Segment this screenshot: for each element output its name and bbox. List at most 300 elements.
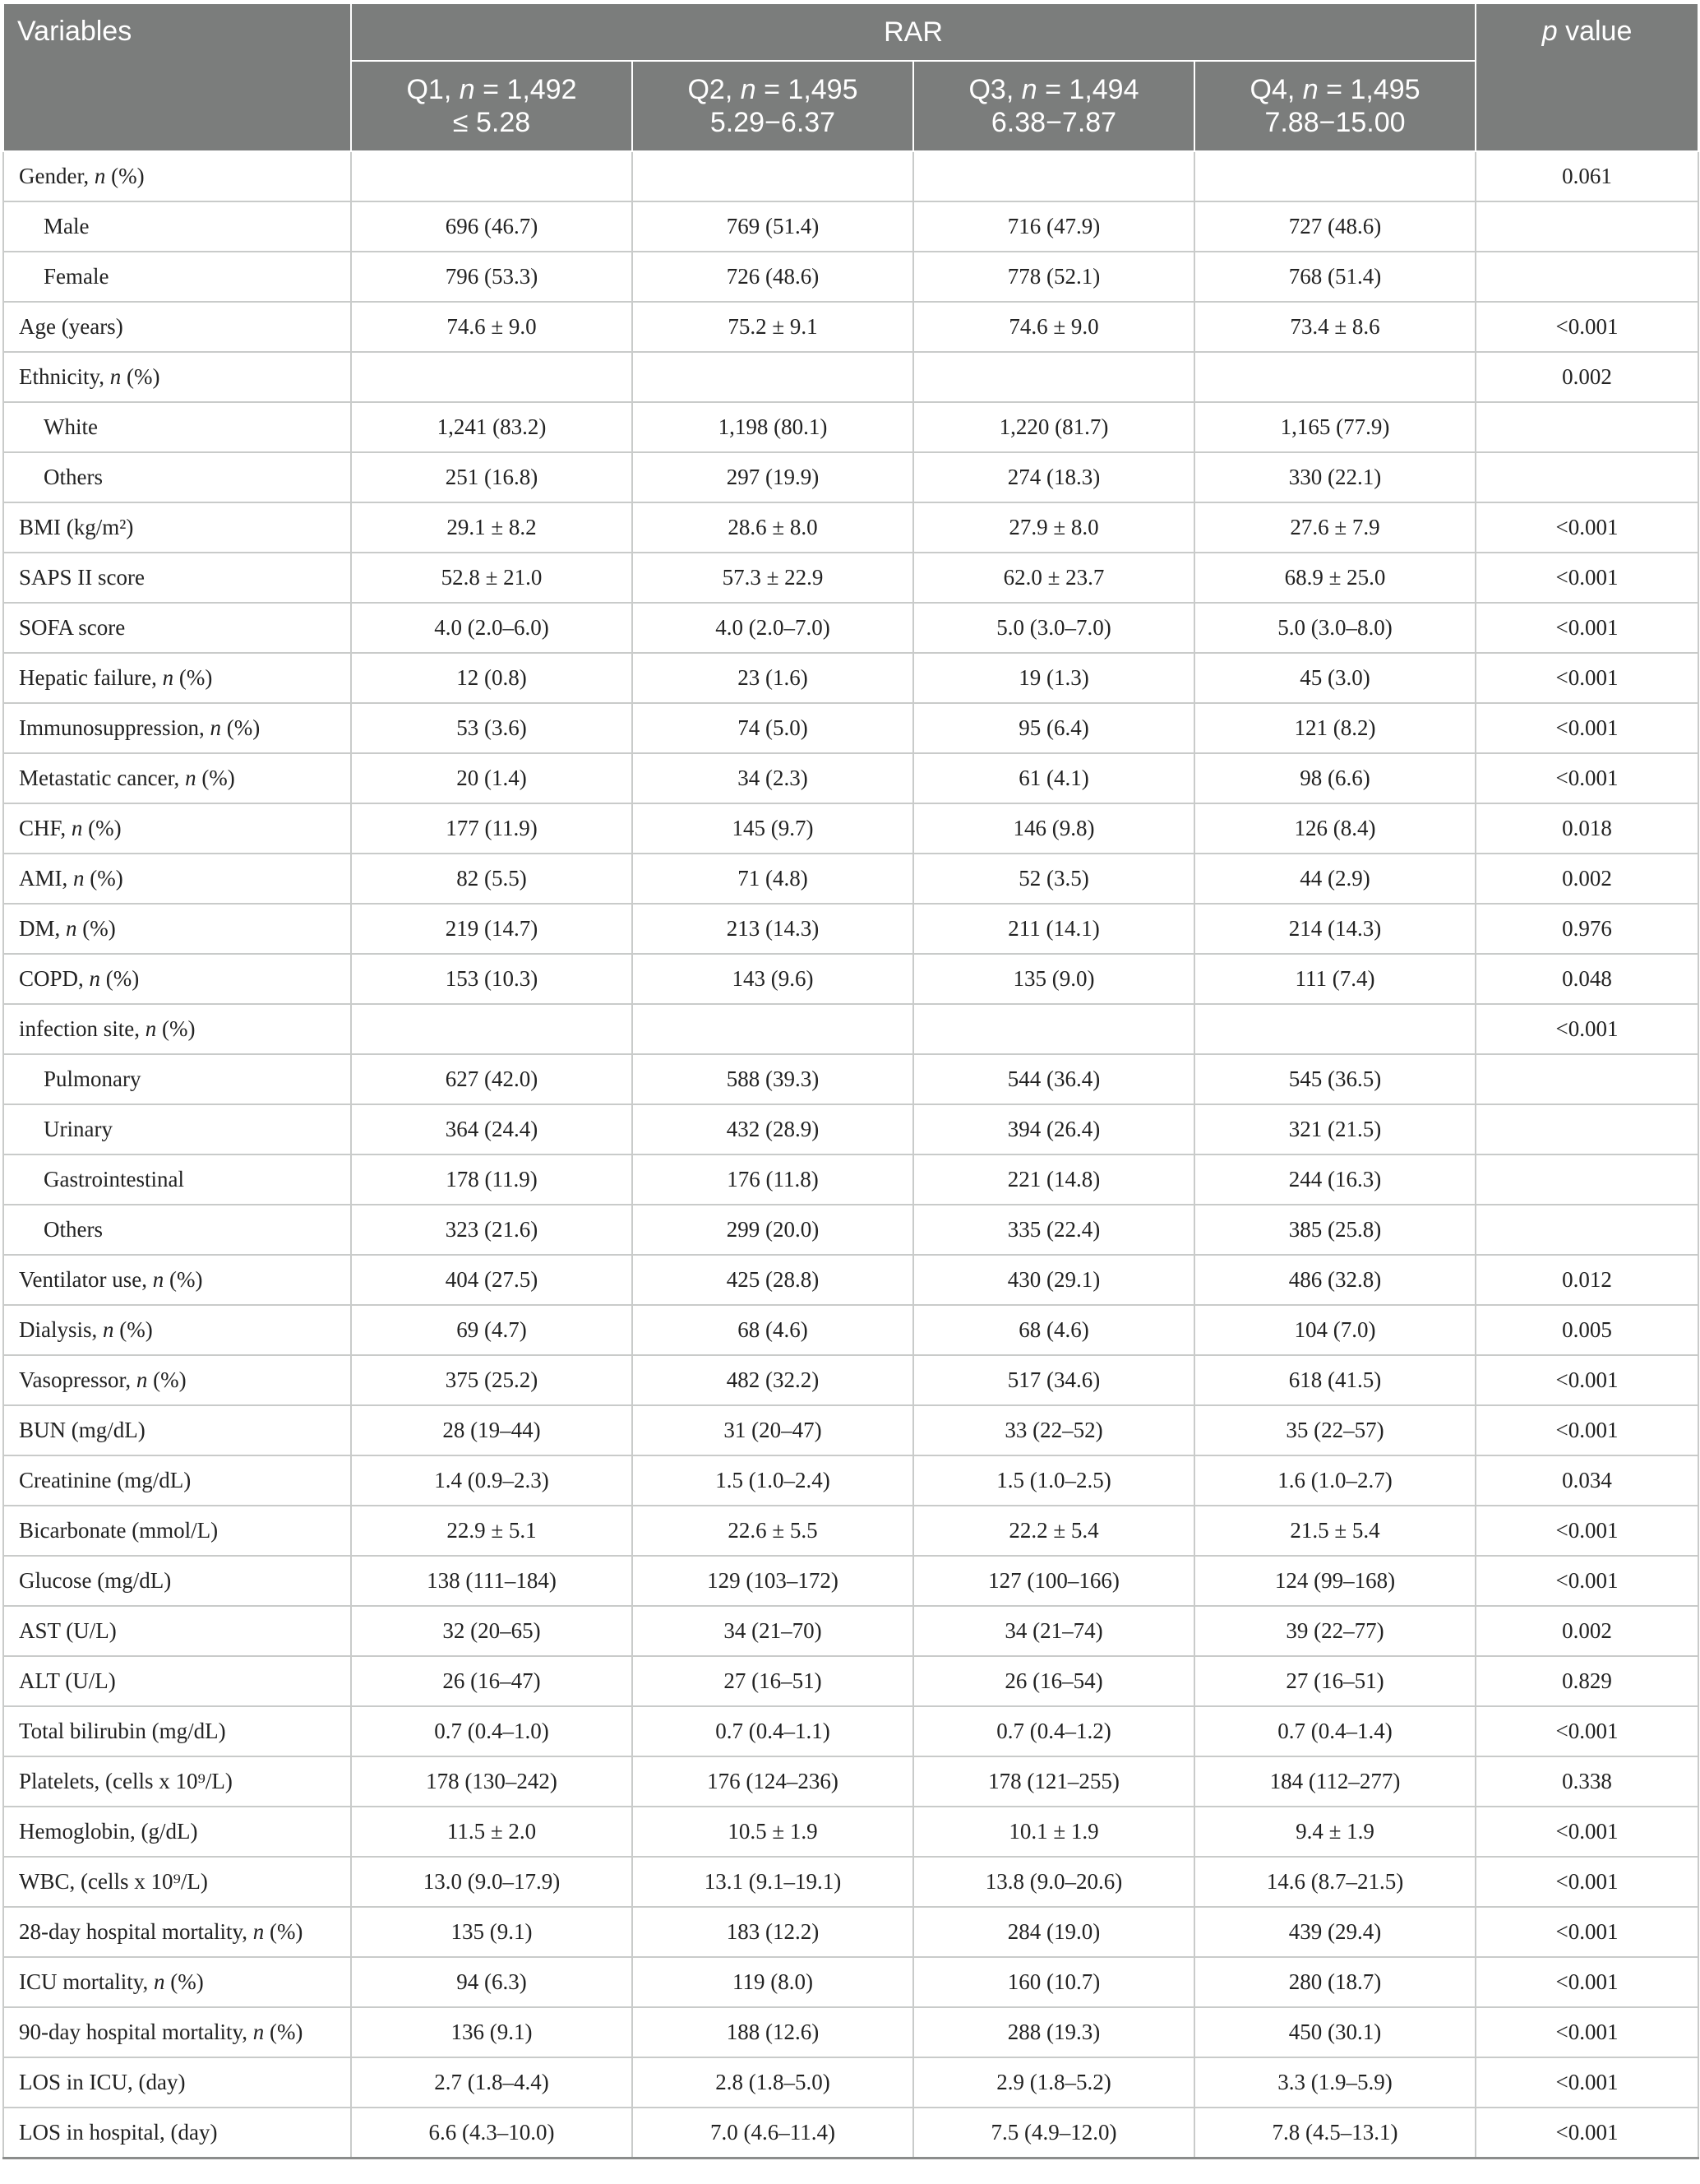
- row-label-suffix: (%): [84, 866, 123, 891]
- cell-p-value: <0.001: [1476, 1907, 1698, 1957]
- cell-q1: 323 (21.6): [351, 1205, 632, 1255]
- cell-q1: 74.6 ± 9.0: [351, 302, 632, 352]
- row-label: [3, 954, 351, 1004]
- cell-q1: 696 (46.7): [351, 201, 632, 252]
- cell-q1: [351, 151, 632, 201]
- header-quartile-4: [1194, 61, 1476, 151]
- table-row: [3, 352, 1698, 402]
- baseline-characteristics-table: [2, 2, 1699, 2159]
- cell-q3: [913, 1004, 1194, 1054]
- cell-q1: 32 (20–65): [351, 1606, 632, 1656]
- cell-p-value: <0.001: [1476, 703, 1698, 753]
- row-label-suffix: (%): [76, 916, 116, 941]
- cell-q4: 280 (18.7): [1194, 1957, 1476, 2007]
- row-label-suffix: (%): [164, 1969, 204, 1994]
- row-label-italic: n: [89, 966, 101, 991]
- cell-q4: 727 (48.6): [1194, 201, 1476, 252]
- row-label-text: WBC, (cells x 10⁹/L): [19, 1869, 208, 1894]
- row-label: [3, 1405, 351, 1455]
- cell-q2: 129 (103–172): [632, 1556, 913, 1606]
- cell-q2: 23 (1.6): [632, 653, 913, 703]
- cell-p-value: 0.002: [1476, 352, 1698, 402]
- row-label-text: Bicarbonate (mmol/L): [19, 1518, 219, 1543]
- cell-q3: 288 (19.3): [913, 2007, 1194, 2057]
- row-label: [3, 201, 351, 252]
- quartile-label: Q3, n = 1,494: [968, 74, 1139, 105]
- header-quartile-2: [632, 61, 913, 151]
- cell-p-value: [1476, 1154, 1698, 1205]
- cell-q4: 214 (14.3): [1194, 904, 1476, 954]
- table-row: [3, 2007, 1698, 2057]
- cell-q2: 27 (16–51): [632, 1656, 913, 1706]
- row-label-suffix: (%): [196, 766, 235, 790]
- table-row: [3, 1205, 1698, 1255]
- table-row: [3, 2057, 1698, 2108]
- cell-q3: 146 (9.8): [913, 803, 1194, 854]
- quartile-range: ≤ 5.28: [452, 107, 531, 138]
- cell-q3: 26 (16–54): [913, 1656, 1194, 1706]
- cell-q1: 153 (10.3): [351, 954, 632, 1004]
- cell-q2: 68 (4.6): [632, 1305, 913, 1355]
- cell-q4: 9.4 ± 1.9: [1194, 1807, 1476, 1857]
- cell-q3: 2.9 (1.8–5.2): [913, 2057, 1194, 2108]
- quartile-range: 7.88−15.00: [1264, 107, 1406, 138]
- row-label: [3, 1756, 351, 1807]
- table-container: [2, 2, 1698, 2159]
- cell-p-value: <0.001: [1476, 753, 1698, 803]
- quartile-name: Q1: [406, 74, 444, 105]
- row-label-suffix: (%): [113, 1317, 153, 1342]
- cell-q1: 4.0 (2.0–6.0): [351, 603, 632, 653]
- cell-q1: 22.9 ± 5.1: [351, 1506, 632, 1556]
- row-label: [3, 1455, 351, 1506]
- cell-q2: 769 (51.4): [632, 201, 913, 252]
- cell-q4: 73.4 ± 8.6: [1194, 302, 1476, 352]
- row-label-text: COPD,: [19, 966, 90, 991]
- row-label-text: Total bilirubin (mg/dL): [19, 1719, 226, 1743]
- row-label-text: AMI,: [19, 866, 73, 891]
- cell-q2: 34 (21–70): [632, 1606, 913, 1656]
- cell-q2: 75.2 ± 9.1: [632, 302, 913, 352]
- row-label-suffix: (%): [221, 715, 261, 740]
- cell-q3: 1,220 (81.7): [913, 402, 1194, 452]
- row-label-text: Hepatic failure,: [19, 665, 163, 690]
- cell-q1: 178 (130–242): [351, 1756, 632, 1807]
- cell-p-value: [1476, 452, 1698, 502]
- cell-q3: 7.5 (4.9–12.0): [913, 2108, 1194, 2159]
- row-label-text: BMI (kg/m²): [19, 515, 134, 539]
- cell-p-value: <0.001: [1476, 2057, 1698, 2108]
- cell-q3: 394 (26.4): [913, 1104, 1194, 1154]
- cell-q2: 145 (9.7): [632, 803, 913, 854]
- cell-p-value: <0.001: [1476, 2007, 1698, 2057]
- row-label: [3, 1255, 351, 1305]
- cell-q1: 13.0 (9.0–17.9): [351, 1857, 632, 1907]
- cell-q4: 124 (99–168): [1194, 1556, 1476, 1606]
- table-row: [3, 252, 1698, 302]
- cell-p-value: 0.048: [1476, 954, 1698, 1004]
- row-label-text: Gastrointestinal: [44, 1167, 184, 1191]
- cell-q3: 274 (18.3): [913, 452, 1194, 502]
- row-label-italic: n: [153, 1969, 165, 1994]
- cell-q1: 178 (11.9): [351, 1154, 632, 1205]
- quartile-range: 6.38−7.87: [991, 107, 1117, 138]
- row-label-text: LOS in hospital, (day): [19, 2120, 218, 2145]
- cell-q4: 126 (8.4): [1194, 803, 1476, 854]
- cell-q2: 7.0 (4.6–11.4): [632, 2108, 913, 2159]
- row-label: [3, 1004, 351, 1054]
- cell-q4: 330 (22.1): [1194, 452, 1476, 502]
- table-row: [3, 904, 1698, 954]
- row-label: [3, 2007, 351, 2057]
- row-label-italic: n: [109, 364, 122, 389]
- row-label-italic: n: [73, 866, 85, 891]
- table-row: [3, 1606, 1698, 1656]
- cell-p-value: <0.001: [1476, 1556, 1698, 1606]
- header-rar-group: RAR: [351, 3, 1476, 61]
- cell-p-value: [1476, 402, 1698, 452]
- cell-q2: 22.6 ± 5.5: [632, 1506, 913, 1556]
- cell-p-value: 0.012: [1476, 1255, 1698, 1305]
- table-row: [3, 1255, 1698, 1305]
- cell-q2: 0.7 (0.4–1.1): [632, 1706, 913, 1756]
- cell-q2: 588 (39.3): [632, 1054, 913, 1104]
- cell-q3: 74.6 ± 9.0: [913, 302, 1194, 352]
- cell-q1: 796 (53.3): [351, 252, 632, 302]
- cell-q4: 7.8 (4.5–13.1): [1194, 2108, 1476, 2159]
- cell-q2: 299 (20.0): [632, 1205, 913, 1255]
- cell-q4: 450 (30.1): [1194, 2007, 1476, 2057]
- cell-q3: 335 (22.4): [913, 1205, 1194, 1255]
- cell-q3: 211 (14.1): [913, 904, 1194, 954]
- row-label-text: Gender,: [19, 164, 95, 188]
- cell-q2: 31 (20–47): [632, 1405, 913, 1455]
- table-row: [3, 1556, 1698, 1606]
- cell-q1: 0.7 (0.4–1.0): [351, 1706, 632, 1756]
- quartile-n: 1,495: [788, 74, 858, 105]
- row-label-suffix: (%): [264, 2020, 303, 2044]
- cell-q3: 0.7 (0.4–1.2): [913, 1706, 1194, 1756]
- table-row: [3, 653, 1698, 703]
- cell-p-value: <0.001: [1476, 1004, 1698, 1054]
- cell-q4: 5.0 (3.0–8.0): [1194, 603, 1476, 653]
- cell-p-value: 0.338: [1476, 1756, 1698, 1807]
- table-row: [3, 2108, 1698, 2159]
- row-label-italic: n: [71, 816, 83, 840]
- cell-q4: 0.7 (0.4–1.4): [1194, 1706, 1476, 1756]
- table-header: [3, 3, 1698, 151]
- cell-q4: 45 (3.0): [1194, 653, 1476, 703]
- cell-q1: 136 (9.1): [351, 2007, 632, 2057]
- header-p-value: [1476, 3, 1698, 151]
- quartile-label: Q4, n = 1,495: [1250, 74, 1421, 105]
- row-label-italic: n: [162, 665, 174, 690]
- row-label: [3, 1656, 351, 1706]
- row-label: [3, 653, 351, 703]
- row-label-italic: n: [152, 1267, 164, 1292]
- cell-q2: 1,198 (80.1): [632, 402, 913, 452]
- table-row: [3, 1706, 1698, 1756]
- table-row: [3, 1004, 1698, 1054]
- cell-q3: 33 (22–52): [913, 1405, 1194, 1455]
- cell-q2: 726 (48.6): [632, 252, 913, 302]
- row-label-suffix: (%): [100, 966, 140, 991]
- cell-q4: 618 (41.5): [1194, 1355, 1476, 1405]
- cell-q2: 34 (2.3): [632, 753, 913, 803]
- cell-q2: [632, 1004, 913, 1054]
- cell-q3: 10.1 ± 1.9: [913, 1807, 1194, 1857]
- cell-q1: 364 (24.4): [351, 1104, 632, 1154]
- cell-q1: 2.7 (1.8–4.4): [351, 2057, 632, 2108]
- row-label-text: SOFA score: [19, 615, 126, 640]
- row-label-text: Female: [44, 264, 109, 289]
- row-label-italic: n: [136, 1367, 148, 1392]
- cell-q2: 143 (9.6): [632, 954, 913, 1004]
- cell-q4: 244 (16.3): [1194, 1154, 1476, 1205]
- cell-q2: 13.1 (9.1–19.1): [632, 1857, 913, 1907]
- cell-q4: 21.5 ± 5.4: [1194, 1506, 1476, 1556]
- table-row: [3, 1807, 1698, 1857]
- cell-q2: 57.3 ± 22.9: [632, 553, 913, 603]
- row-label-text: Creatinine (mg/dL): [19, 1468, 192, 1492]
- row-label-suffix: (%): [121, 364, 160, 389]
- cell-p-value: 0.034: [1476, 1455, 1698, 1506]
- row-label-italic: n: [145, 1016, 157, 1041]
- cell-p-value: <0.001: [1476, 2108, 1698, 2159]
- cell-p-value: <0.001: [1476, 302, 1698, 352]
- table-row: [3, 1104, 1698, 1154]
- row-label: [3, 603, 351, 653]
- row-label-text: 90-day hospital mortality,: [19, 2020, 253, 2044]
- cell-p-value: [1476, 1104, 1698, 1154]
- header-p-rest: value: [1557, 16, 1633, 47]
- cell-p-value: <0.001: [1476, 603, 1698, 653]
- table-row: [3, 201, 1698, 252]
- table-row: [3, 1907, 1698, 1957]
- row-label-text: Vasopressor,: [19, 1367, 136, 1392]
- cell-q1: 375 (25.2): [351, 1355, 632, 1405]
- cell-q4: 385 (25.8): [1194, 1205, 1476, 1255]
- cell-q4: 68.9 ± 25.0: [1194, 553, 1476, 603]
- cell-q1: [351, 1004, 632, 1054]
- table-row: [3, 1957, 1698, 2007]
- header-variables: Variables: [3, 3, 351, 151]
- quartile-n: 1,495: [1350, 74, 1421, 105]
- row-label: [3, 252, 351, 302]
- row-label-text: Hemoglobin, (g/dL): [19, 1819, 198, 1844]
- row-label: [3, 1054, 351, 1104]
- cell-q3: 178 (121–255): [913, 1756, 1194, 1807]
- row-label-suffix: (%): [264, 1919, 303, 1944]
- cell-q4: [1194, 352, 1476, 402]
- row-label-text: SAPS II score: [19, 565, 145, 590]
- row-label-text: ALT (U/L): [19, 1668, 116, 1693]
- row-label: [3, 1205, 351, 1255]
- row-label-suffix: (%): [164, 1267, 203, 1292]
- quartile-n: 1,492: [506, 74, 577, 105]
- cell-q2: 176 (124–236): [632, 1756, 913, 1807]
- cell-p-value: <0.001: [1476, 502, 1698, 553]
- cell-q3: 13.8 (9.0–20.6): [913, 1857, 1194, 1907]
- table-row: [3, 1305, 1698, 1355]
- row-label: [3, 1154, 351, 1205]
- cell-q4: 14.6 (8.7–21.5): [1194, 1857, 1476, 1907]
- cell-q2: 28.6 ± 8.0: [632, 502, 913, 553]
- cell-q1: 94 (6.3): [351, 1957, 632, 2007]
- quartile-name: Q2: [687, 74, 725, 105]
- row-label: [3, 2057, 351, 2108]
- row-label-text: White: [44, 414, 98, 439]
- cell-q2: 4.0 (2.0–7.0): [632, 603, 913, 653]
- table-row: [3, 1656, 1698, 1706]
- cell-q4: [1194, 151, 1476, 201]
- row-label: [3, 553, 351, 603]
- cell-p-value: [1476, 1054, 1698, 1104]
- row-label-text: Ethnicity,: [19, 364, 110, 389]
- cell-q4: 121 (8.2): [1194, 703, 1476, 753]
- cell-q4: 1,165 (77.9): [1194, 402, 1476, 452]
- header-quartile-1: [351, 61, 632, 151]
- quartile-range: 5.29−6.37: [709, 107, 836, 138]
- cell-p-value: <0.001: [1476, 1506, 1698, 1556]
- cell-q3: [913, 151, 1194, 201]
- row-label-text: infection site,: [19, 1016, 146, 1041]
- table-row: [3, 1154, 1698, 1205]
- table-row: [3, 1857, 1698, 1907]
- row-label-italic: n: [103, 1317, 114, 1342]
- cell-q1: 29.1 ± 8.2: [351, 502, 632, 553]
- cell-q3: 1.5 (1.0–2.5): [913, 1455, 1194, 1506]
- cell-q3: 95 (6.4): [913, 703, 1194, 753]
- row-label: [3, 1807, 351, 1857]
- quartile-name: Q4: [1250, 74, 1287, 105]
- cell-q1: 11.5 ± 2.0: [351, 1807, 632, 1857]
- row-label: [3, 151, 351, 201]
- cell-q3: 544 (36.4): [913, 1054, 1194, 1104]
- row-label-italic: n: [185, 766, 196, 790]
- row-label-text: BUN (mg/dL): [19, 1418, 146, 1442]
- row-label: [3, 1606, 351, 1656]
- row-label-text: DM,: [19, 916, 67, 941]
- quartile-name: Q3: [968, 74, 1006, 105]
- row-label: [3, 502, 351, 553]
- row-label-text: Metastatic cancer,: [19, 766, 186, 790]
- row-label: [3, 452, 351, 502]
- row-label-suffix: (%): [82, 816, 122, 840]
- cell-q4: [1194, 1004, 1476, 1054]
- cell-p-value: <0.001: [1476, 553, 1698, 603]
- row-label-text: Others: [44, 1217, 103, 1242]
- cell-q2: 425 (28.8): [632, 1255, 913, 1305]
- table-row: [3, 753, 1698, 803]
- row-label-text: Urinary: [44, 1117, 113, 1141]
- cell-q1: 219 (14.7): [351, 904, 632, 954]
- row-label-suffix: (%): [105, 164, 145, 188]
- cell-q4: 27 (16–51): [1194, 1656, 1476, 1706]
- row-label: [3, 703, 351, 753]
- row-label-text: LOS in ICU, (day): [19, 2070, 186, 2094]
- cell-q2: 482 (32.2): [632, 1355, 913, 1405]
- row-label: [3, 1506, 351, 1556]
- quartile-n: 1,494: [1069, 74, 1139, 105]
- cell-q2: 71 (4.8): [632, 854, 913, 904]
- cell-q2: [632, 352, 913, 402]
- row-label-text: AST (U/L): [19, 1618, 117, 1643]
- cell-q4: 111 (7.4): [1194, 954, 1476, 1004]
- cell-q2: 2.8 (1.8–5.0): [632, 2057, 913, 2108]
- cell-q2: 1.5 (1.0–2.4): [632, 1455, 913, 1506]
- cell-q1: 251 (16.8): [351, 452, 632, 502]
- cell-q4: 104 (7.0): [1194, 1305, 1476, 1355]
- cell-p-value: <0.001: [1476, 1355, 1698, 1405]
- row-label-text: Pulmonary: [44, 1067, 141, 1091]
- cell-q2: 10.5 ± 1.9: [632, 1807, 913, 1857]
- row-label: [3, 753, 351, 803]
- cell-q3: 27.9 ± 8.0: [913, 502, 1194, 553]
- row-label: [3, 2108, 351, 2159]
- row-label: [3, 302, 351, 352]
- cell-q2: 297 (19.9): [632, 452, 913, 502]
- row-label: [3, 1907, 351, 1957]
- cell-p-value: [1476, 252, 1698, 302]
- table-row: [3, 1756, 1698, 1807]
- cell-q2: 119 (8.0): [632, 1957, 913, 2007]
- cell-q1: 138 (111–184): [351, 1556, 632, 1606]
- quartile-label: Q2, n = 1,495: [687, 74, 858, 105]
- cell-q3: 716 (47.9): [913, 201, 1194, 252]
- row-label-text: Male: [44, 214, 90, 238]
- table-row: [3, 1506, 1698, 1556]
- cell-p-value: <0.001: [1476, 1857, 1698, 1907]
- cell-q1: 82 (5.5): [351, 854, 632, 904]
- cell-p-value: 0.061: [1476, 151, 1698, 201]
- cell-q3: 68 (4.6): [913, 1305, 1194, 1355]
- cell-q2: 432 (28.9): [632, 1104, 913, 1154]
- cell-q3: 22.2 ± 5.4: [913, 1506, 1194, 1556]
- row-label-italic: n: [252, 1919, 265, 1944]
- row-label: [3, 854, 351, 904]
- cell-p-value: <0.001: [1476, 653, 1698, 703]
- row-label: [3, 904, 351, 954]
- table-row: [3, 854, 1698, 904]
- row-label-italic: n: [94, 164, 106, 188]
- row-label-text: Age (years): [19, 314, 123, 339]
- quartile-label: Q1, n = 1,492: [406, 74, 577, 105]
- row-label-text: Ventilator use,: [19, 1267, 153, 1292]
- cell-q1: 404 (27.5): [351, 1255, 632, 1305]
- row-label-text: Dialysis,: [19, 1317, 104, 1342]
- table-row: [3, 553, 1698, 603]
- cell-q4: 545 (36.5): [1194, 1054, 1476, 1104]
- cell-q4: 1.6 (1.0–2.7): [1194, 1455, 1476, 1506]
- cell-q4: 98 (6.6): [1194, 753, 1476, 803]
- row-label: [3, 1957, 351, 2007]
- cell-q2: 188 (12.6): [632, 2007, 913, 2057]
- cell-q3: 221 (14.8): [913, 1154, 1194, 1205]
- cell-q1: 69 (4.7): [351, 1305, 632, 1355]
- row-label-italic: n: [252, 2020, 265, 2044]
- cell-q4: 44 (2.9): [1194, 854, 1476, 904]
- row-label: [3, 1355, 351, 1405]
- cell-q4: 39 (22–77): [1194, 1606, 1476, 1656]
- cell-q3: 135 (9.0): [913, 954, 1194, 1004]
- cell-p-value: 0.005: [1476, 1305, 1698, 1355]
- cell-q4: 3.3 (1.9–5.9): [1194, 2057, 1476, 2108]
- cell-q2: 213 (14.3): [632, 904, 913, 954]
- cell-q4: 35 (22–57): [1194, 1405, 1476, 1455]
- table-row: [3, 954, 1698, 1004]
- header-p-italic: p: [1541, 16, 1558, 47]
